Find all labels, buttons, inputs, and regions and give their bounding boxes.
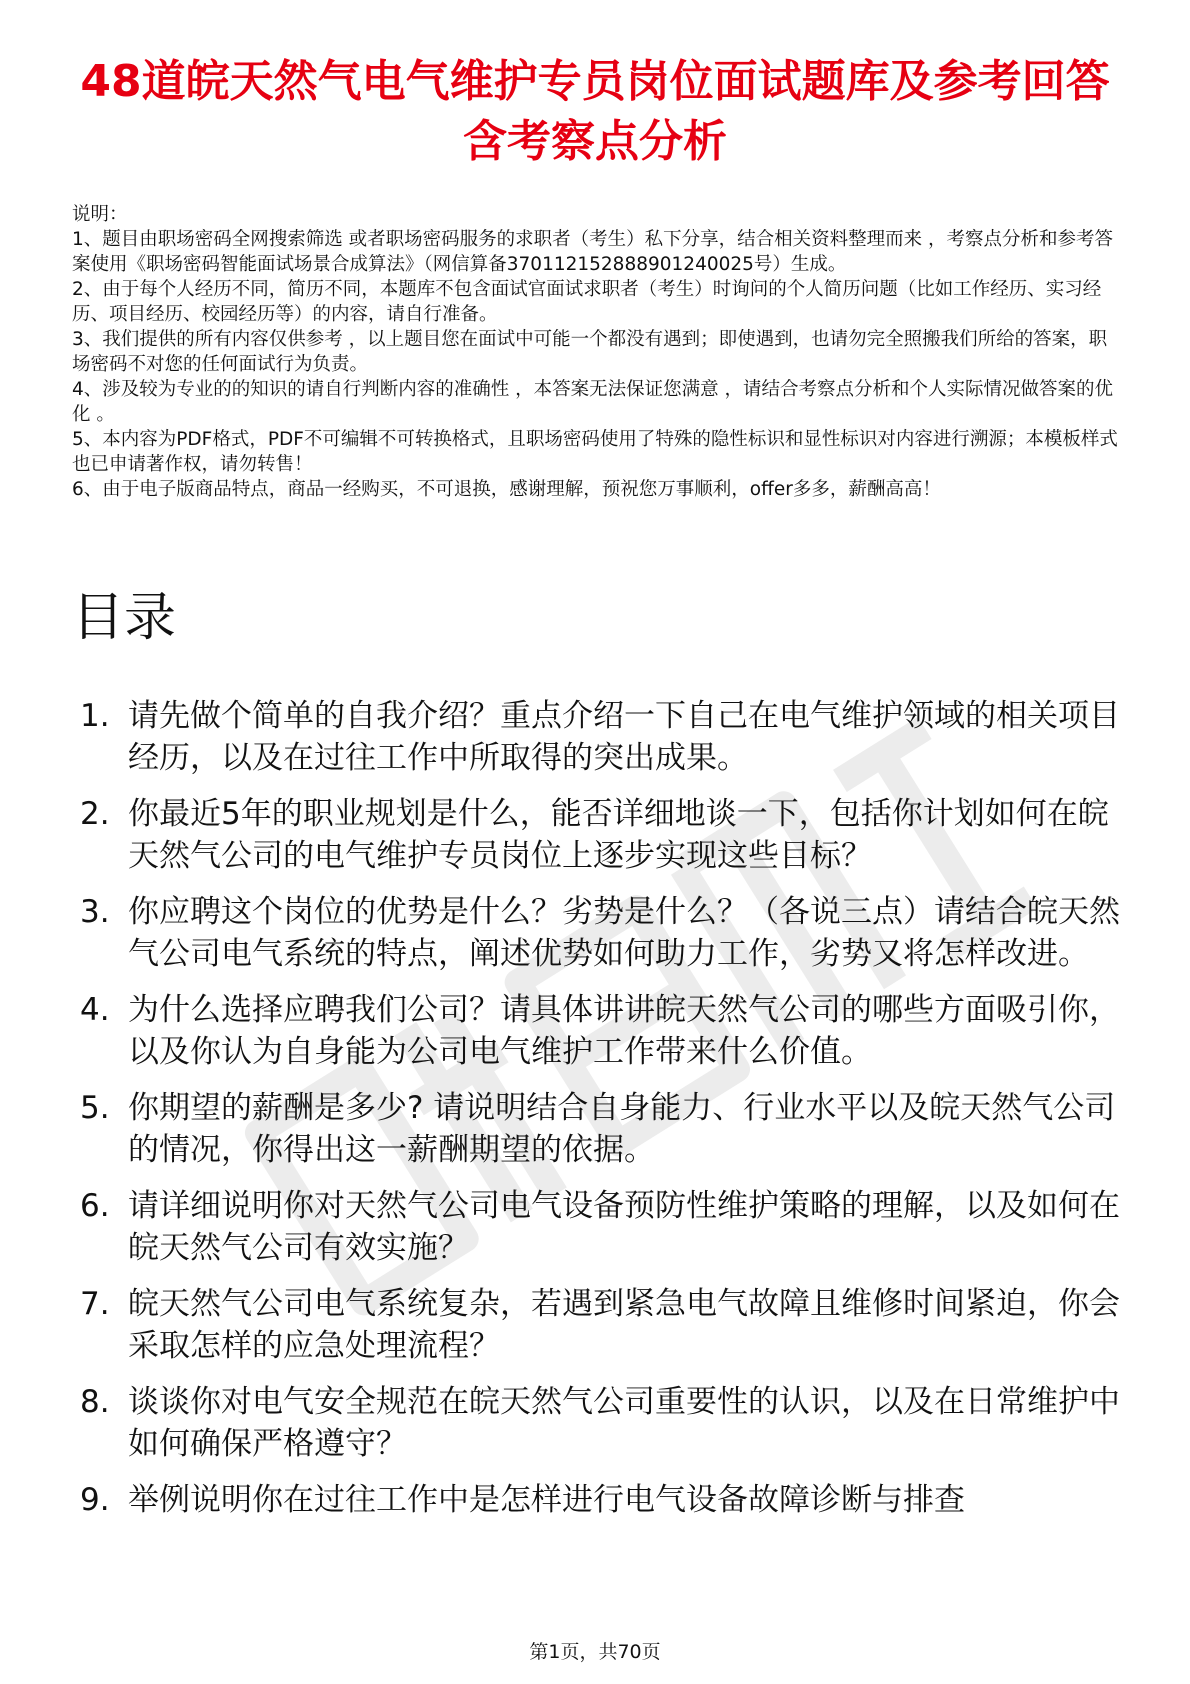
- toc-heading: 目录: [72, 588, 177, 648]
- question-item: [72, 1185, 1132, 1269]
- question-number: 4.: [80, 992, 110, 1028]
- question-item: [72, 1087, 1132, 1171]
- question-number: 2.: [80, 796, 110, 832]
- question-text: 请先做个简单的自我介绍？重点介绍一下自己在电气维护领域的相关项目经历，以及在过往工作中所取得的突出成果。: [128, 698, 1120, 776]
- question-item: [72, 989, 1132, 1073]
- question-list: [72, 695, 1132, 1535]
- question-item: [72, 1283, 1132, 1367]
- note-item: 5、本内容为PDF格式，PDF不可编辑不可转换格式，且职场密码使用了特殊的隐性标识和显性标识对内容进行溯源；本模板样式也已申请著作权，请勿转售！: [72, 429, 1118, 475]
- question-text: 你期望的薪酬是多少? 请说明结合自身能力、行业水平以及皖天然气公司的情况，你得出这一薪酬期望的依据。: [128, 1090, 1116, 1168]
- question-item: [72, 1381, 1132, 1465]
- question-number: 1.: [80, 698, 110, 734]
- page-number: 第1页，共70页: [529, 1641, 661, 1663]
- question-number: 5.: [80, 1090, 110, 1126]
- question-item: [72, 793, 1132, 877]
- note-item: 2、由于每个人经历不同，简历不同，本题库不包含面试官面试求职者（考生）时询问的个人简历问题（比如工作经历、实习经历、项目经历、校园经历等）的内容，请自行准备。: [72, 279, 1102, 325]
- question-text: 谈谈你对电气安全规范在皖天然气公司重要性的认识，以及在日常维护中如何确保严格遵守？: [128, 1384, 1120, 1462]
- note-item: 3、我们提供的所有内容仅供参考 ，以上题目您在面试中可能一个都没有遇到；即使遇到，也请勿完全照搬我们所给的答案，职场密码不对您的任何面试行为负责。: [72, 329, 1108, 375]
- question-number: 8.: [80, 1384, 110, 1420]
- question-text: 举例说明你在过往工作中是怎样进行电气设备故障诊断与排查: [128, 1482, 965, 1518]
- note-item: 1、题目由职场密码全网搜索筛选 或者职场密码服务的求职者（考生）私下分享，结合相关资料整理而来 ，考察点分析和参考答案使用《职场密码智能面试场景合成算法》（网信算备370112152888901240025号）生成。: [72, 229, 1114, 275]
- question-text: 为什么选择应聘我们公司？请具体讲讲皖天然气公司的哪些方面吸引你，以及你认为自身能为公司电气维护工作带来什么价值。: [128, 992, 1120, 1070]
- question-text: 你应聘这个岗位的优势是什么？劣势是什么？（各说三点）请结合皖天然气公司电气系统的特点，阐述优势如何助力工作，劣势又将怎样改进。: [128, 894, 1120, 972]
- question-item: [72, 891, 1132, 975]
- notes-section: [72, 202, 1122, 502]
- question-text: 你最近5年的职业规划是什么，能否详细地谈一下，包括你计划如何在皖天然气公司的电气维护专员岗位上逐步实现这些目标？: [128, 796, 1109, 874]
- question-number: 3.: [80, 894, 110, 930]
- question-text: 皖天然气公司电气系统复杂，若遇到紧急电气故障且维修时间紧迫，你会采取怎样的应急处理流程？: [128, 1286, 1120, 1364]
- notes-heading: 说明：: [72, 204, 128, 225]
- note-item: 6、由于电子版商品特点，商品一经购买，不可退换，感谢理解，预祝您万事顺利，offer多多，薪酬高高！: [72, 479, 941, 500]
- question-item: [72, 695, 1132, 779]
- question-text: 请详细说明你对天然气公司电气设备预防性维护策略的理解，以及如何在皖天然气公司有效实施？: [128, 1188, 1120, 1266]
- document-title: 48道皖天然气电气维护专员岗位面试题库及参考回答含考察点分析: [80, 56, 1110, 167]
- question-number: 7.: [80, 1286, 110, 1322]
- question-number: 6.: [80, 1188, 110, 1224]
- question-number: 9.: [80, 1482, 110, 1518]
- question-item: [72, 1479, 1132, 1521]
- note-item: 4、涉及较为专业的的知识的请自行判断内容的准确性 ，本答案无法保证您满意 ，请结合考察点分析和个人实际情况做答案的优化 。: [72, 379, 1114, 425]
